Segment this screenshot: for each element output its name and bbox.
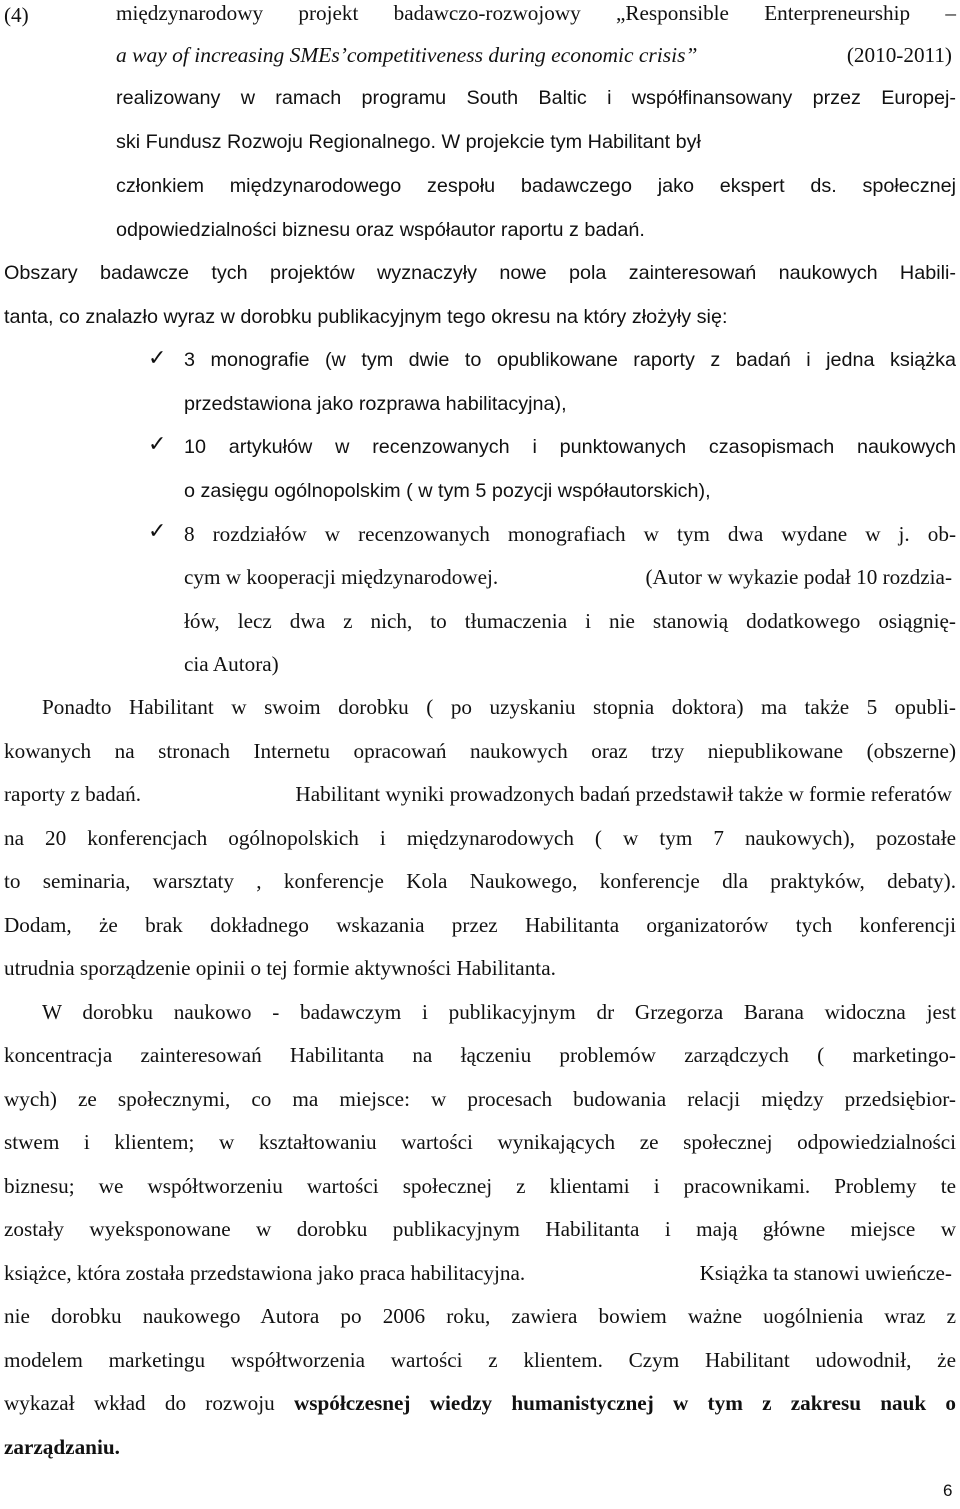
bold-text: zarządzaniu. [4,1435,120,1459]
paragraph-line: Ponadto Habilitant w swoim dorobku ( po uzyskaniu stopnia doktora) ma także 5 opubli- [42,695,956,719]
item-line-italic [116,40,956,70]
bullet-line: o zasięgu ogólnopolskim ( w tym 5 pozycji współautorskich), [184,480,711,502]
paragraph-text: książce, która została przedstawiona jako praca habilitacyjna. [4,1261,526,1285]
bullet-note: (Autor w wykazie podał 10 rozdzia- [645,565,952,589]
item-line: międzynarodowy projekt badawczo-rozwojowy „Responsible Enterpreneurship – [116,1,956,25]
paragraph-line: zostały wyeksponowane w dorobku publikacyjnym Habilitanta i mają główne miejsce w [4,1217,956,1241]
paragraph-line [4,1258,956,1288]
paragraph-line: biznesu; we współtworzeniu wartości społecznej z klientami i pracownikami. Problemy te [4,1174,956,1198]
paragraph-line: utrudnia sporządzenie opinii o tej formie aktywności Habilitanta. [4,956,556,980]
check-icon: ✓ [148,432,167,457]
paragraph-text: wykazał wkład do rozwoju [4,1391,294,1415]
bullet-line: 8 rozdziałów w recenzowanych monografiach w tym dwa wydane w j. ob- [184,522,956,546]
paragraph-line: to seminaria, warsztaty , konferencje Kola Naukowego, konferencje dla praktyków, debaty). [4,869,956,893]
item-number: (4) [4,3,29,27]
page-number: 6 [943,1481,953,1500]
item-line: ski Fundusz Rozwoju Regionalnego. W projekcie tym Habilitant był [116,131,701,153]
project-title-italic: a way of increasing SMEs’competitiveness during economic crisis” [116,43,698,67]
bullet-line: cia Autora) [184,652,279,676]
paragraph-line: na 20 konferencjach ogólnopolskich i międzynarodowych ( w tym 7 naukowych), pozostałe [4,826,956,850]
bullet-text: cym w kooperacji międzynarodowej. [184,565,499,589]
paragraph-text: raporty z badań. [4,782,142,806]
paragraph-line: nie dorobku naukowego Autora po 2006 roku, zawiera bowiem ważne uogólnienia wraz z [4,1304,956,1328]
project-years: (2010-2011) [846,43,952,67]
paragraph-line: Obszary badawcze tych projektów wyznaczyły nowe pola zainteresowań naukowych Habili- [4,262,956,284]
check-icon: ✓ [148,346,167,371]
item-line: członkiem międzynarodowego zespołu badawczego jako ekspert ds. społecznej [116,175,956,197]
bullet-line: 3 monografie (w tym dwie to opublikowane raporty z badań i jedna książka [184,349,956,371]
paragraph-line: modelem marketingu współtworzenia wartości z klientem. Czym Habilitant udowodnił, że [4,1348,956,1372]
bold-text: współczesnej wiedzy humanistycznej w tym z zakresu nauk o [293,1391,957,1415]
item-line: odpowiedzialności biznesu oraz współautor raportu z badań. [116,219,645,241]
bullet-line: przedstawiona jako rozprawa habilitacyjna), [184,393,567,415]
paragraph-text: Książka ta stanowi uwieńcze- [699,1261,952,1285]
paragraph-line: stwem i klientem; w kształtowaniu wartości wynikających ze społecznej odpowiedzialności [4,1130,956,1154]
paragraph-line: kowanych na stronach Internetu opracowań naukowych oraz trzy niepublikowane (obszerne) [4,739,956,763]
paragraph-line: Dodam, że brak dokładnego wskazania przez Habilitanta organizatorów tych konferencji [4,913,956,937]
bullet-line [184,562,956,592]
check-icon: ✓ [148,519,167,544]
bullet-line: 10 artykułów w recenzowanych i punktowanych czasopismach naukowych [184,436,956,458]
paragraph-line [4,1432,120,1462]
paragraph-text: Habilitant wyniki prowadzonych badań przedstawił także w formie referatów [295,782,952,806]
paragraph-line: koncentracja zainteresowań Habilitanta na łączeniu problemów zarządczych ( marketingo- [4,1043,956,1067]
item-line: realizowany w ramach programu South Baltic i współfinansowany przez Europej- [116,87,956,109]
paragraph-line [4,1388,956,1418]
paragraph-line: wych) ze społecznymi, co ma miejsce: w procesach budowania relacji między przedsiębior- [4,1087,956,1111]
paragraph-line [4,779,956,809]
paragraph-line: W dorobku naukowo - badawczym i publikacyjnym dr Grzegorza Barana widoczna jest [42,1000,956,1024]
bullet-line: łów, lecz dwa z nich, to tłumaczenia i nie stanowią dodatkowego osiągnię- [184,609,956,633]
paragraph-line: tanta, co znalazło wyraz w dorobku publikacyjnym tego okresu na który złożyły się: [4,306,728,328]
